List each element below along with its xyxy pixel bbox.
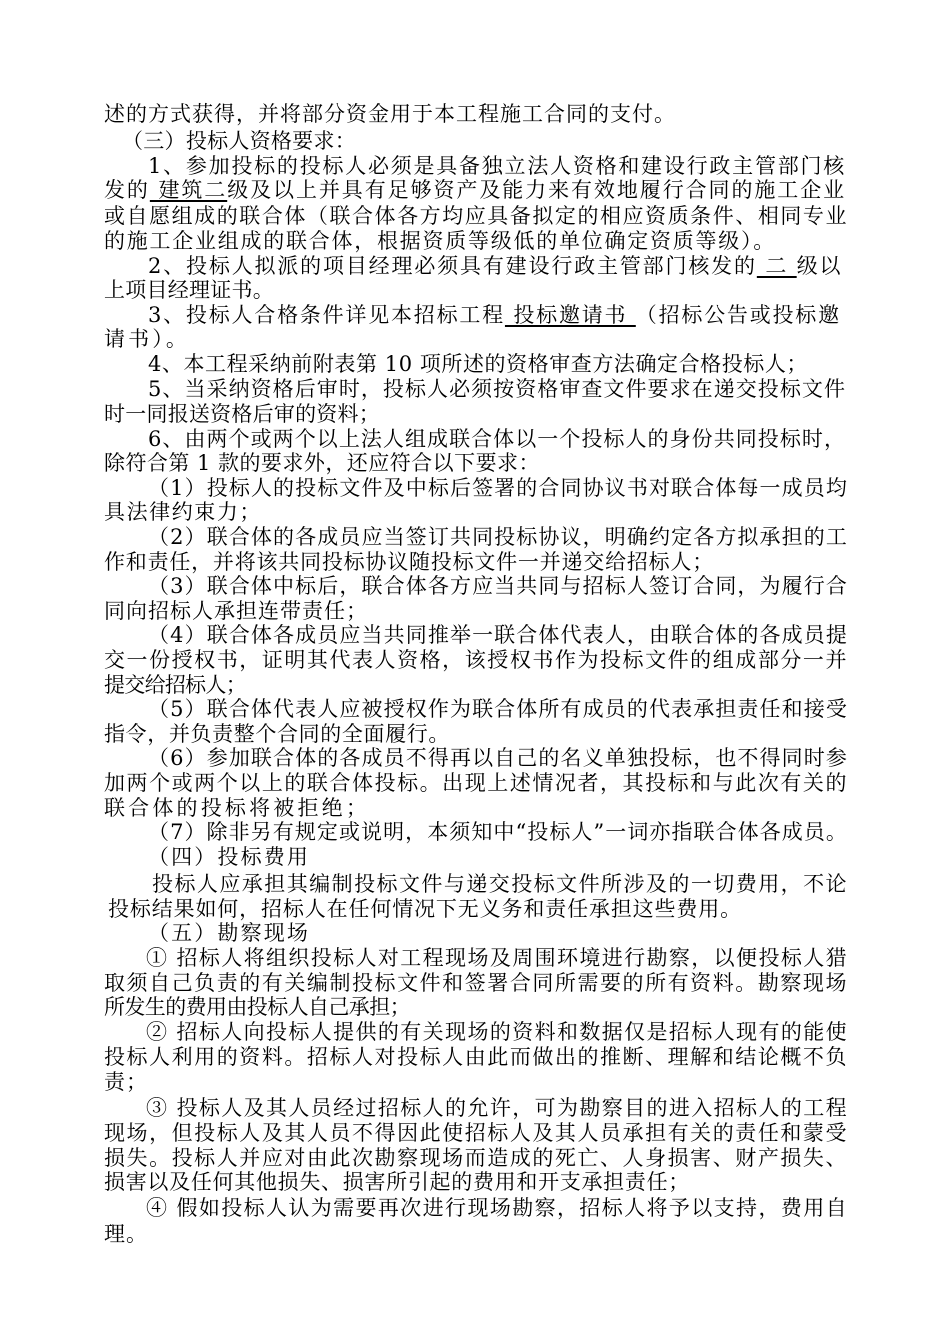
manager-grade-field: 二 bbox=[756, 254, 797, 278]
paragraph-line: 加两个或两个以上的联合体投标。出现上述情况者，其投标和与此次有关的 bbox=[104, 771, 848, 795]
paragraph-line: （4）联合体各成员应当共同推举一联合体代表人，由联合体的各成员提 bbox=[148, 623, 848, 647]
paragraph-line: （7）除非另有规定或说明，本须知中“投标人”一词亦指联合体各成员。 bbox=[148, 820, 848, 844]
paragraph-line: ④ 假如投标人认为需要再次进行现场勘察，招标人将予以支持，费用自 bbox=[146, 1196, 848, 1220]
paragraph-line: ① 招标人将组织投标人对工程现场及周围环境进行勘察，以便投标人猎 bbox=[146, 946, 848, 970]
paragraph-line: 1、参加投标的投标人必须是具备独立法人资格和建设行政主管部门核 bbox=[148, 154, 846, 178]
section-heading: （三）投标人资格要求： bbox=[122, 129, 356, 153]
paragraph-line: 的施工企业组成的联合体，根据资质等级低的单位确定资质等级）。 bbox=[104, 229, 776, 253]
paragraph-line: 理。 bbox=[104, 1222, 148, 1246]
section-heading: （五）勘察现场 bbox=[148, 921, 310, 945]
paragraph-line: 请书）。 bbox=[104, 327, 190, 351]
paragraph-line: 6、由两个或两个以上法人组成联合体以一个投标人的身份共同投标时， bbox=[148, 427, 846, 451]
paragraph-line: ③ 投标人及其人员经过招标人的允许，可为勘察目的进入招标人的工程 bbox=[146, 1096, 848, 1120]
paragraph-line: 3、投标人合格条件详见本招标工程 投标邀请书 （招标公告或投标邀 bbox=[148, 303, 841, 327]
paragraph-line: 时一同报送资格后审的资料； bbox=[104, 402, 380, 426]
paragraph-line: 投标结果如何，招标人在任何情况下无义务和责任承担这些费用。 bbox=[108, 897, 742, 921]
paragraph-line: 联合体的投标将被拒绝； bbox=[104, 796, 370, 820]
paragraph-line: （1）投标人的投标文件及中标后签署的合同协议书对联合体每一成员均 bbox=[148, 476, 848, 500]
paragraph-line: ② 招标人向投标人提供的有关现场的资料和数据仅是招标人现有的能使 bbox=[146, 1020, 848, 1044]
paragraph-line: 取须自己负责的有关编制投标文件和签署合同所需要的所有资料。勘察现场 bbox=[104, 971, 848, 995]
paragraph-line: 损害以及任何其他损失、损害所引起的费用和开支承担责任； bbox=[104, 1170, 690, 1194]
paragraph-line: 5、当采纳资格后审时，投标人必须按资格审查文件要求在递交投标文件 bbox=[148, 377, 846, 401]
paragraph-line: 述的方式获得，并将部分资金用于本工程施工合同的支付。 bbox=[104, 102, 676, 126]
qualification-grade-field: 建筑二 bbox=[149, 178, 228, 202]
invitation-document-field: 投标邀请书 bbox=[504, 303, 636, 327]
paragraph-line: 上项目经理证书。 bbox=[104, 278, 274, 302]
paragraph-line: 除符合第 1 款的要求外，还应符合以下要求： bbox=[104, 451, 540, 475]
paragraph-line: 2、投标人拟派的项目经理必须具有建设行政主管部门核发的 二 级以 bbox=[148, 254, 843, 278]
paragraph-line: 现场，但投标人及其人员不得因此使招标人及其人员承担有关的责任和蒙受 bbox=[104, 1121, 848, 1145]
paragraph-line: 投标人应承担其编制投标文件与递交投标文件所涉及的一切费用，不论 bbox=[152, 872, 848, 896]
paragraph-line: 4、本工程采纳前附表第 10 项所述的资格审查方法确定合格投标人； bbox=[148, 352, 808, 376]
section-heading: （四）投标费用 bbox=[148, 845, 310, 869]
paragraph-line: （6）参加联合体的各成员不得再以自己的名义单独投标，也不得同时参 bbox=[148, 746, 848, 770]
paragraph-line: 损失。投标人并应对由此次勘察现场而造成的死亡、人身损害、财产损失、 bbox=[104, 1146, 848, 1170]
paragraph-line: 具法律约束力； bbox=[104, 500, 262, 524]
paragraph-line: 所发生的费用由投标人自己承担； bbox=[104, 995, 410, 1019]
paragraph-line: 提交给招标人； bbox=[104, 673, 246, 697]
paragraph-line: 交一份授权书，证明其代表人资格，该授权书作为投标文件的组成部分一并 bbox=[104, 648, 848, 672]
paragraph-line: 责； bbox=[104, 1070, 148, 1094]
paragraph-line: 投标人利用的资料。招标人对投标人由此而做出的推断、理解和结论概不负 bbox=[104, 1045, 848, 1069]
paragraph-line: 作和责任，并将该共同投标协议随投标文件一并递交给招标人； bbox=[104, 550, 714, 574]
paragraph-line: 指令，并负责整个合同的全面履行。 bbox=[104, 722, 450, 746]
paragraph-line: （5）联合体代表人应被授权作为联合体所有成员的代表承担责任和接受 bbox=[148, 697, 848, 721]
paragraph-line: （3）联合体中标后，联合体各方应当共同与招标人签订合同，为履行合 bbox=[148, 574, 848, 598]
paragraph-line: 同向招标人承担连带责任； bbox=[104, 599, 368, 623]
paragraph-line: 或自愿组成的联合体（联合体各方均应具备拟定的相应资质条件、相同专业 bbox=[104, 204, 848, 228]
paragraph-line: （2）联合体的各成员应当签订共同投标协议，明确约定各方拟承担的工 bbox=[148, 525, 848, 549]
paragraph-line: 发的 建筑二级及以上并具有足够资产及能力来有效地履行合同的施工企业 bbox=[104, 178, 847, 202]
